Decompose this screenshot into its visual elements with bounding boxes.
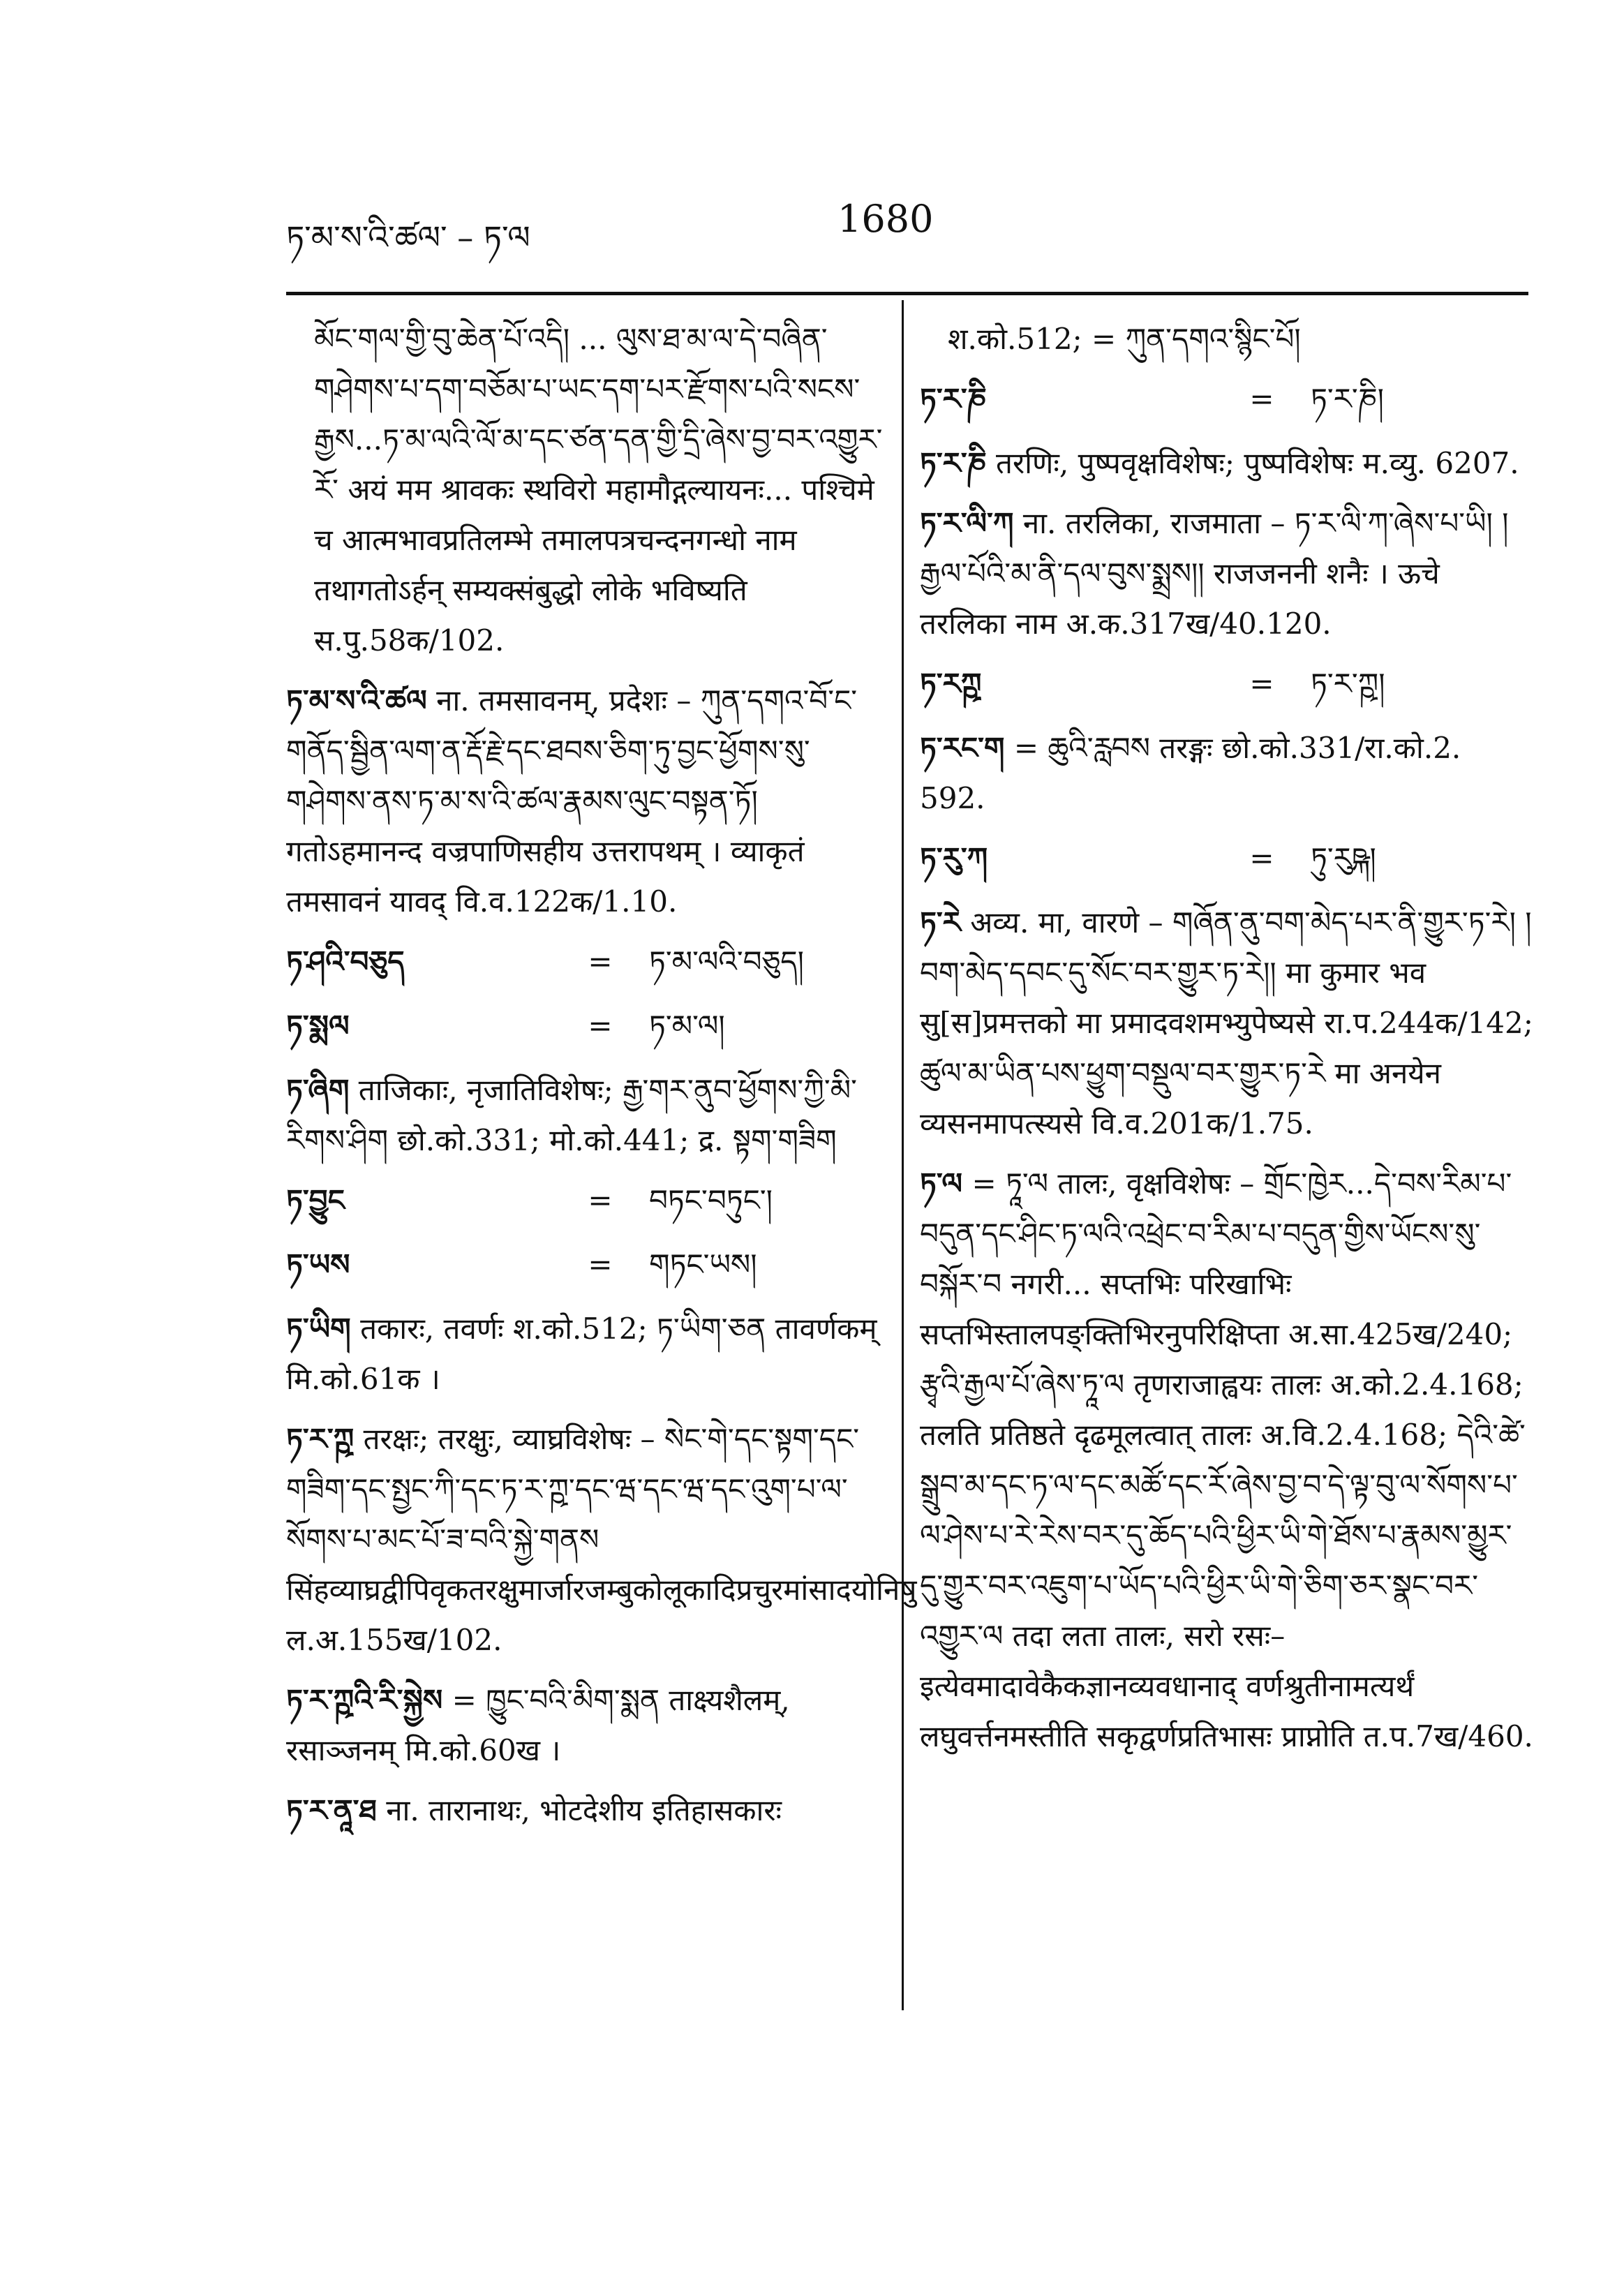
- entry-headword: ཏ་བྱུང: [286, 1183, 345, 1217]
- equals-sign: =: [1249, 841, 1274, 875]
- continued-entry-text: མོང་གལ་གྱི་བུ་ཆེན་པོ་འདི། ... ལུས་ཐ་མ་ལ་དེ་བཞིན་གཤེགས་པ་དག་བཅོམ་པ་ཡང་དག་པར་རྫོགས་པའི་སངས་རྒྱས...ཏ་མ་ལའི་ལོ་མ་དང་ཙན་དན་གྱི་དྲི་ཞེས་བྱ་བར་འགྱུར་རོ་ अयं मम श्रावकः स्थविरो महामौद्गल्यायनः... पश्चिमे च आत्मभावप्रतिलम्भे तमालपत्रचन्दनगन्धो नाम तथागतोऽर्हन् सम्यक्संबुद्धो लोके भविष्यति स.पु.58क/102.: [314, 322, 883, 658]
- cross-reference-target: ཏུ་རུཥྐ།: [1311, 841, 1376, 875]
- cross-reference-entry: [920, 659, 1534, 709]
- cross-reference-target: གཏང་ཡས།: [649, 1247, 757, 1282]
- equals-sign: =: [588, 1183, 613, 1217]
- dictionary-entry: [920, 498, 1534, 649]
- entry-headword: ཏ་རེ: [920, 905, 961, 940]
- dictionary-entry: [286, 1786, 886, 1836]
- entry-definition: ना. तमसावनम्, प्रदेशः – ཀུན་དགའ་བོ་ང་གནོད་སྦྱིན་ལག་ན་རྡོ་རྗེ་དང་ཐབས་ཅིག་ཏུ་བྱང་ཕྱོགས་སུ་གཤེགས་ནས་ཏ་མ་ས་འི་ཚལ་རྣམས་ལུང་བསྟན་ཏོ། गतोऽहमानन्द वज्रपाणिसहीय उत्तरापथम् । व्याकृतं तमसावनं यावद् वि.व.122क/1.10.: [286, 683, 858, 919]
- cross-reference-entry: [920, 833, 1534, 884]
- entry-headword: ཏ་རུ་ཀ: [920, 841, 988, 875]
- header-rule: [286, 292, 1528, 295]
- cross-reference-entry: [286, 1240, 886, 1290]
- cross-reference-target: བཏང་བཏུང་།: [649, 1183, 773, 1217]
- dictionary-entry: [920, 898, 1534, 1149]
- entry-headword: ཏ་ཡིག: [286, 1312, 351, 1346]
- dictionary-entry: [920, 438, 1534, 489]
- entry-headword: ཏ་ཤའི་བཅུད: [286, 944, 405, 979]
- continued-entry-text: श.को.512; = ཀུན་དགའ་སྙིང་པོ།: [948, 322, 1301, 356]
- entry-definition: = ཁྱུང་བའི་མིག་སྨན ताक्ष्यशैलम्, रसाञ्जनम् मि.को.60ख ।: [286, 1683, 790, 1767]
- entry-headword: ཏ་མ་ས་འི་ཚལ: [286, 683, 427, 718]
- entry-headword: ཏ་རཀྵ: [920, 667, 982, 701]
- entry-definition: ना. तारानाथः, भोटदेशीय इतिहासकारः: [386, 1793, 782, 1827]
- cross-reference-target: ཏ་ར་ཎི།: [1311, 382, 1385, 416]
- equals-sign: =: [588, 1009, 613, 1043]
- dictionary-entry: [286, 676, 886, 927]
- column-divider: [902, 300, 904, 2010]
- cross-reference-entry: [286, 1001, 886, 1051]
- entry-headword: ཏ་ལ: [920, 1166, 963, 1201]
- dictionary-entry: [286, 1065, 886, 1166]
- equals-sign: =: [588, 944, 613, 979]
- entry-definition: तकारः, तवर्णः श.को.512; ཏ་ཡིག་ཅན तावर्णकम् मि.को.61क ।: [286, 1312, 877, 1396]
- running-head: ཏ་མ་ས་འི་ཚལ་ – ཏ་ལ: [286, 218, 530, 256]
- equals-sign: =: [588, 1247, 613, 1282]
- page-number: 1680: [837, 197, 934, 241]
- page-header: [286, 197, 1528, 258]
- entry-headword: ཏ་ར་ཀྵའི་རི་སྐྱེས: [286, 1683, 443, 1717]
- left-column: [286, 314, 917, 1846]
- entry-headword: ཏ་ར་ལི་ཀ: [920, 506, 1014, 540]
- right-column: [920, 314, 1534, 1772]
- cross-reference-target: ཏ་མ་ལ།: [649, 1009, 725, 1043]
- entry-definition: तरणिः, पुष्पवृक्षविशेषः; पुष्पविशेषः म.व्यु. 6207.: [996, 446, 1519, 480]
- dictionary-entry: [920, 723, 1534, 824]
- entry-headword: ཏ་ཡས: [286, 1247, 350, 1282]
- dictionary-entry: [920, 1159, 1534, 1762]
- entry-headword: ཏ་སྨལ: [286, 1009, 350, 1043]
- entry-headword: ཏ་ར་ཎི: [920, 446, 987, 480]
- dictionary-entry: [286, 1675, 886, 1776]
- entry-definition: ना. तरलिका, राजमाता – ཏ་ར་ལི་ཀ་ཞེས་པ་ཡི། །རྒྱལ་པོའི་མ་ནི་དལ་བུས་སྨྲས།། राजजननी शनैः । ऊचे तरलिका नाम अ.क.317ख/40.120.: [920, 506, 1509, 641]
- entry-headword: ཏ་ར་ཀྵ: [286, 1422, 355, 1456]
- entry-definition: = ཏཱ་ལ तालः, वृक्षविशेषः – གྲོང་ཁྱེར...དེ་བས་རིམ་པ་བདུན་དང་ཤིང་ཏ་ལའི་འཕྲེང་བ་རིམ་པ་བདུན་གྱིས་ཡོངས་སུ་བསྐོར་བ नगरी... सप्तभिः परिखाभिः सप्तभिस्तालपङ्क्तिभिरनुपरिक्षिप्ता अ.सा.425ख/240; རྩྭའི་རྒྱལ་པོ་ཞེས་ཏཱ་ལ तृणराजाह्वयः तालः अ.को.2.4.168; तलति प्रतिष्ठते दृढमूलत्वात् तालः अ.वि.2.4.168; དེའི་ཚེ་སྒྲུབ་མ་དང་ཏ་ལ་དང་མཚོ་དང་རོ་ཞེས་བྱ་བ་དེ་ལྟ་བུ་ལ་སོགས་པ་ལ་ཤེས་པ་རེ་རེས་བར་དུ་ཆོད་པའི་ཕྱིར་ཡི་གེ་ཐོས་པ་རྣམས་མྱུར་དུ་གྱུར་བར་འཇུག་པ་ཡོད་པའི་ཕྱིར་ཡི་གེ་ཅིག་ཅར་སྣང་བར་འགྱུར་ལ तदा लता तालः, सरो रसः–इत्येवमादावेकैकज्ञानव्यवधानाद् वर्णश्रुतीनामत्यर्थं लघुवर्त्तनमस्तीति सकृद्वर्णप्रतिभासः प्राप्नोति त.प.7ख/460.: [920, 1166, 1533, 1753]
- equals-sign: =: [1249, 667, 1274, 701]
- dictionary-entry: [286, 1304, 886, 1404]
- equals-sign: =: [1249, 382, 1274, 416]
- entry-definition: = ཆུའི་རླབས तरङ्गः छो.को.331/रा.को.2. 592.: [920, 731, 1461, 815]
- cross-reference-entry: [286, 1175, 886, 1226]
- entry-headword: ཏ་རང་ག: [920, 731, 1005, 765]
- entry-headword: ཏ་ར་ནཱ་ཐ: [286, 1793, 377, 1827]
- cross-reference-entry: [286, 937, 886, 987]
- cross-reference-target: ཏ་ར་ཀྵ།: [1311, 667, 1385, 701]
- cross-reference-target: ཏ་མ་ལའི་བཅུད།: [649, 944, 804, 979]
- cross-reference-entry: [920, 374, 1534, 424]
- dictionary-entry: [286, 1414, 917, 1665]
- entry-definition: तरक्षः; तरक्षुः, व्याघ्रविशेषः – སེང་གེ་དང་སྟག་དང་གཟིག་དང་སྤྱང་ཀི་དང་ཏ་ར་ཀྵ་དང་ཝ་དང་ཝ་དང་འུག་པ་ལ་སོགས་པ་མང་པོ་ཟ་བའི་སྐྱེ་གནས सिंहव्याघ्रद्वीपिवृकतरक्षुमार्जारजम्बुकोलूकादिप्रचुरमांसादयोनिषु ल.अ.155ख/102.: [286, 1422, 917, 1657]
- entry-headword: ཏ་ར་ཎི: [920, 382, 987, 416]
- entry-definition: ताजिकाः, नृजातिविशेषः; རྒྱ་གར་ནུབ་ཕྱོགས་ཀྱི་མི་རིགས་ཤིག छो.को.331; मो.को.441; द्र. སྟག་གཟིག: [286, 1073, 857, 1157]
- entry-headword: ཏ་ཞིག: [286, 1073, 350, 1107]
- entry-definition: अव्य. मा, वारणे – གཞོན་ནུ་བག་མེད་པར་ནི་གྱུར་ཏ་རེ། །བག་མེད་དབང་དུ་སོང་བར་གྱུར་ཏ་རེ།། मा कुमार भव सु[स]प्रमत्तको मा प्रमादवशमभ्युपेष्यसे रा.प.244क/142; ཚུལ་མ་ཡིན་པས་ཕྱུག་བསྡུལ་བར་གྱུར་ཏ་རེ मा अनयेन व्यसनमापत्स्यसे वि.व.201क/1.75.: [920, 905, 1533, 1141]
